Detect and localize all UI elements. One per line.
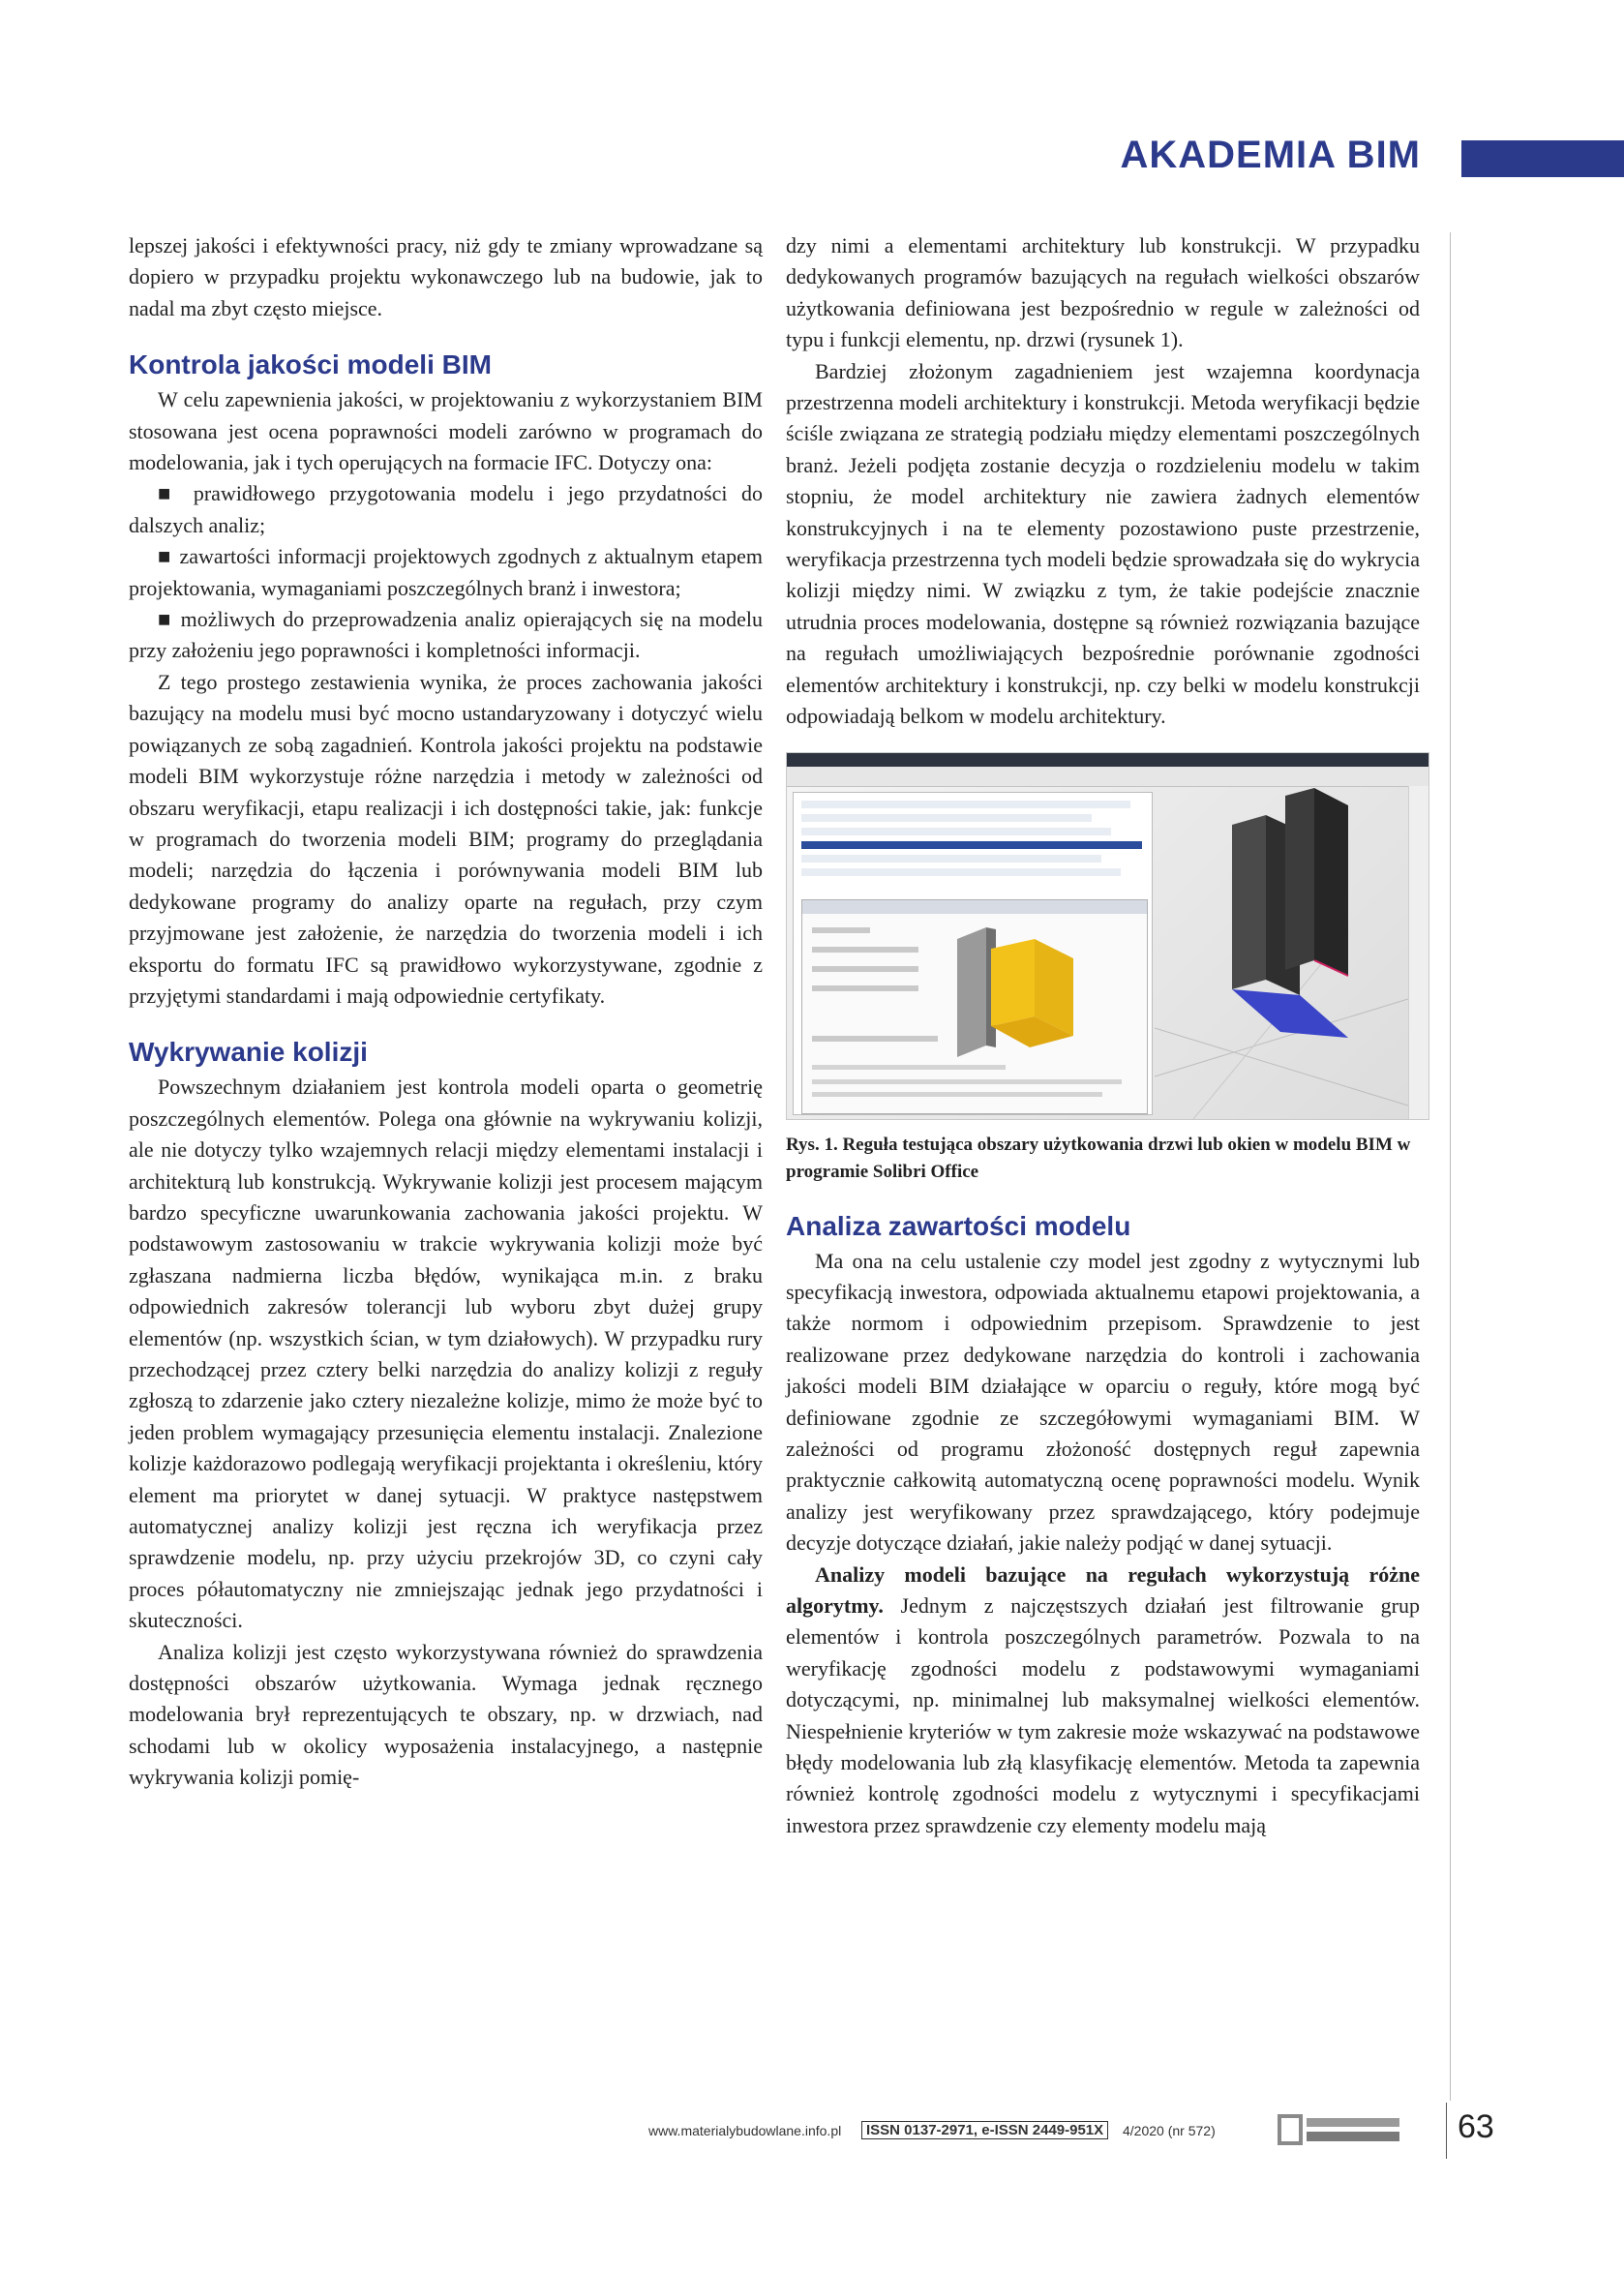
rule-parameters-dialog (801, 899, 1148, 1114)
clash-paragraph-2: Analiza kolizji jest często wykorzystywana również do sprawdzenia dostępności obszarów użytkowania. Wymaga jednak ręcznego modelowania brył reprezentujących te obszary, np. w drzwiach, nad schodami lub w okolicy wyposażenia instalacyjnego, a następnie wykrywania kolizji pomię- (129, 1639, 763, 1790)
content-paragraph-2-bold: Analizy modeli bazujące na regułach wykorzystują różne algorytmy. (786, 1561, 1420, 1618)
quality-paragraph: W celu zapewnienia jakości, w projektowaniu z wykorzystaniem BIM stosowana jest ocena poprawności modeli zarówno w programach do modelowania, jak i tych operujących na formacie IFC. Dotyczy ona: (129, 387, 763, 475)
content-paragraph-2-text: Jednym z najczęstszych działań jest filtrowanie grup elementów i kontrola poszczególnych parametrów. Pozwala to na weryfikację zgodności modelu z podstawowymi wymaganiami dotyczącymi, np. minimalnej lub maksymalnej wielkości elementów. Niespełnienie kryteriów w tym zakresie może wskazywać na podstawowe błędy modelowania lub złą klasyfikację elementów. Metoda ta zapewnia również kontrolę zgodności modelu z wytycznymi i specyfikacjami inwestora przez sprawdzenie czy elementy modelu mają (786, 1592, 1420, 1837)
column-rule (1450, 232, 1451, 2101)
bullet-item: ■ zawartości informacji projektowych zgodnych z aktualnym etapem projektowania, wymaganiami poszczególnych branż i inwestora; (129, 544, 763, 600)
footer-url: www.materialybudowlane.info.pl (648, 2123, 842, 2138)
checking-panel (793, 792, 1153, 1115)
bullet-item: ■ możliwych do przeprowadzenia analiz opierających się na modelu przy założeniu jego poprawności i kompletności informacji. (129, 607, 763, 663)
clash-paragraph-1: Powszechnym działaniem jest kontrola modeli oparta o geometrię poszczególnych elementów. Polega ona głównie na wykrywaniu kolizji, ale nie dotyczy tylko wzajemnych relacji między elementami instalacji i architekturą lub konstrukcją. Wykrywanie kolizji jest procesem mającym bardzo specyficzne uwarunkowania zachowania jakości projektu. W podstawowym zastosowaniu w trakcie wykrywania kolizji może być zgłaszana nadmierna liczba błędów, wynikająca m.in. z braku odpowiednich zakresów tolerancji lub wyboru zbyt dużej grupy elementów (np. wszystkich ścian, w tym działowych). W przypadku rury przechodzącej przez cztery belki narzędzia do analizy kolizji z reguły zgłoszą to zdarzenie jako cztery niezależne kolizje, mimo że może być to jeden problem wymagający przesunięcia elementu instalacji. Znalezione kolizje każdorazowo podlegają weryfikacji projektanta i określeniu, który element ma priorytet w danej sytuacji. W praktyce następstwem automatycznej analizy kolizji jest ręczna ich weryfikacja przez sprawdzenie modelu, np. przy użyciu przekrojów 3D, co czyni cały proces półautomatyczny nie zmniejszając jednak jego przydatności i skuteczności. (129, 1075, 763, 1633)
tree-row-selected (801, 841, 1142, 849)
3d-model-view (1155, 786, 1408, 1119)
figure-solibri-screenshot (786, 752, 1429, 1120)
heading-clash-detection: Wykrywanie kolizji (129, 1037, 368, 1068)
app-toolbar (787, 767, 1429, 787)
figure-caption: Rys. 1. Reguła testująca obszary użytkowania drzwi lub okien w modelu BIM w programie Solibri Office (786, 1134, 1411, 1182)
page-number: 63 (1458, 2108, 1494, 2145)
coordination-paragraph: Bardziej złożonym zagadnieniem jest wzajemna koordynacja przestrzenna modeli architektury i konstrukcji. Metoda weryfikacji będzie ściśle związana ze strategią podziału między elementami poszczególnych branż. Jeżeli podjęta zostanie decyzja o rozdzieleniu modelu w takim stopniu, że model architektury nie zawiera żadnych elementów konstrukcyjnych i na te elementy pozostawiono puste przestrzenie, weryfikacja przestrzenna tych modeli będzie sprowadzała się do wykrycia kolizji między nimi. W związku z tym, że takie podejście znacznie utrudnia proces modelowania, dostępne są również rozwiązania bazujące na regułach umożliwiających bezpośrednie porównanie zgodności elementów architektury i konstrukcji, np. czy belki w modelu konstrukcji odpowiadają belkom w modelu architektury. (786, 358, 1420, 729)
section-accent-bar (1461, 140, 1624, 177)
section-title: AKADEMIA BIM (1120, 134, 1421, 176)
intro-paragraph: lepszej jakości i efektywności pracy, niż gdy te zmiany wprowadzane są dopiero w przypadku projektu wykonawczego lub na budowie, jak to nadal ma zbyt często miejsce. (129, 233, 763, 320)
app-side-toolbar (1408, 786, 1429, 1119)
tree-row (801, 828, 1111, 835)
app-title-bar (787, 753, 1429, 767)
content-paragraph-2 (786, 1560, 1420, 1842)
tree-row (801, 814, 1092, 822)
content-paragraph-1: Ma ona na celu ustalenie czy model jest zgodny z wytycznymi lub specyfikacją inwestora, odpowiada aktualnemu etapowi projektowania, a także normom i odpowiednim przepisom. Sprawdzenie to jest realizowane przez dedykowane narzędzia do kontroli i zachowania jakości modeli BIM działające w oparciu o reguły, które mogą być definiowane zgodnie ze szczegółowymi wymaganiami BIM. W zależności od programu złożoność dostępnych reguł zapewnia praktycznie całkowitą automatyczną ocenę poprawności modelu. Wynik analizy jest weryfikowany przez sprawdzającego, który podejmuje decyzje dotyczące działań, jakie należy podjąć w danej sytuacji. (786, 1248, 1420, 1556)
tree-row (801, 801, 1130, 808)
door-clearance-diagram (802, 900, 1147, 1113)
left-column (129, 230, 763, 1794)
summary-paragraph: Z tego prostego zestawienia wynika, że proces zachowania jakości bazujący na modelu musi być mocno ustandaryzowany i dotyczyć wielu powiązanych ze sobą zagadnień. Kontrola jakości projektu na podstawie modeli BIM wykorzystuje różne narzędzia i metody w zależności od obszaru weryfikacji, etapu realizacji i ich dostępności takie, jak: funkcje w programach do tworzenia modeli BIM; programy do przeglądania modeli; narzędzia do łączenia i porównywania modeli BIM lub dedykowane programy do analizy oparte na regułach, przy czym przyjmowane jest założenie, że narzędzia do tworzenia modeli i ich eksportu do formatu IFC są prawidłowo wykorzystywane, zgodnie z przyjętymi standardami i mają odpowiednie certyfikaty. (129, 669, 763, 1008)
footer-issue: 4/2020 (nr 572) (1123, 2123, 1216, 2138)
heading-content-analysis: Analiza zawartości modelu (786, 1210, 1131, 1241)
footer-issn: ISSN 0137-2971, e-ISSN 2449-951X (861, 2121, 1108, 2139)
footer-separator (1446, 2103, 1447, 2159)
right-column (786, 230, 1420, 1841)
tree-row (801, 855, 1101, 863)
heading-quality-control: Kontrola jakości modeli BIM (129, 349, 492, 380)
journal-logo (1278, 2110, 1403, 2149)
journal-logo-graphic (1278, 2110, 1403, 2149)
bullet-item: ■ prawidłowego przygotowania modelu i jego przydatności do dalszych analiz; (129, 481, 763, 537)
tree-row (801, 868, 1121, 876)
continuation-paragraph: dzy nimi a elementami architektury lub konstrukcji. W przypadku dedykowanych programów bazujących na regułach wielkości obszarów użytkowania definiowana jest bezpośrednio w regule w zależności od typu i funkcji elementu, np. drzwi (rysunek 1). (786, 233, 1420, 352)
